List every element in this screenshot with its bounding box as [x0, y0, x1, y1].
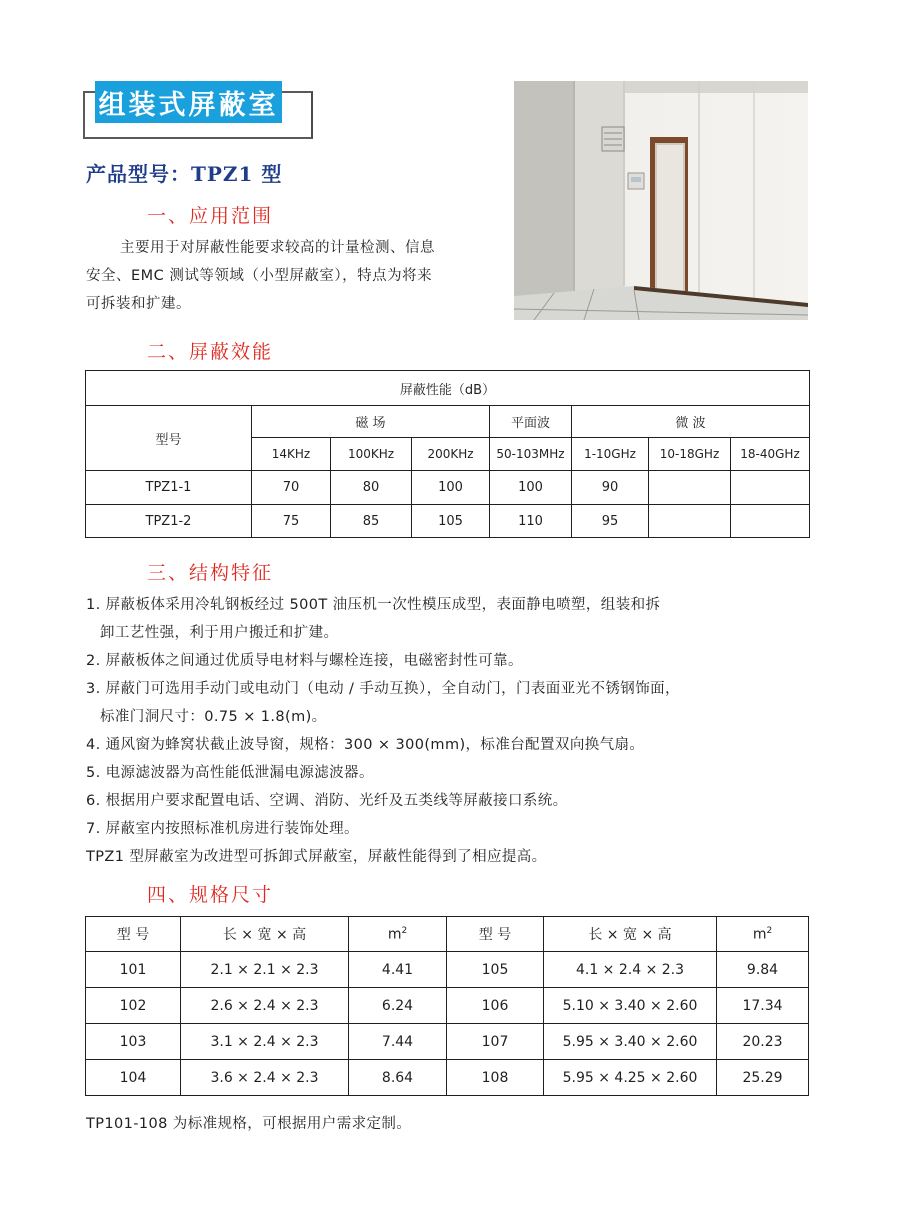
- model-cell: TPZ1-2: [86, 505, 252, 538]
- value-cell: [649, 505, 731, 538]
- feature-line: 2. 屏蔽板体之间通过优质导电材料与螺栓连接，电磁密封性可靠。: [86, 653, 523, 669]
- freq-header: 14KHz: [252, 438, 331, 471]
- feature-line: 5. 电源滤波器为高性能低泄漏电源滤波器。: [86, 765, 374, 781]
- microwave-header: 微 波: [572, 406, 810, 438]
- table-row: [86, 471, 810, 505]
- application-line: 安全、EMC 测试等领域（小型屏蔽室），特点为将来: [86, 268, 433, 284]
- area-unit-exponent: 2: [766, 925, 773, 936]
- magnetic-field-header: 磁 场: [252, 406, 490, 438]
- value-cell: 80: [331, 471, 412, 505]
- header-dimensions: 长 × 宽 × 高: [544, 917, 717, 952]
- specifications-table: [85, 916, 809, 1096]
- table-caption: 屏蔽性能（dB）: [86, 371, 810, 406]
- value-cell: [731, 505, 810, 538]
- spec-cell: 4.41: [349, 952, 447, 988]
- value-cell: 70: [252, 471, 331, 505]
- spec-cell: 3.6 × 2.4 × 2.3: [181, 1060, 349, 1096]
- spec-cell: 5.95 × 4.25 × 2.60: [544, 1060, 717, 1096]
- value-cell: 85: [331, 505, 412, 538]
- value-cell: 95: [572, 505, 649, 538]
- table-row: [86, 988, 809, 1024]
- application-line: 主要用于对屏蔽性能要求较高的计量检测、信息: [120, 240, 435, 256]
- freq-header: 1-10GHz: [572, 438, 649, 471]
- header-area: [717, 917, 809, 952]
- shielded-room-illustration: [514, 81, 808, 320]
- value-cell: [649, 471, 731, 505]
- section-heading-shielding: 二、屏蔽效能: [147, 341, 274, 363]
- spec-cell: 105: [447, 952, 544, 988]
- value-cell: 105: [412, 505, 490, 538]
- feature-line: 7. 屏蔽室内按照标准机房进行装饰处理。: [86, 821, 359, 837]
- spec-cell: 9.84: [717, 952, 809, 988]
- spec-cell: 4.1 × 2.4 × 2.3: [544, 952, 717, 988]
- feature-line: 4. 通风窗为蜂窝状截止波导窗，规格：300 × 300(mm)，标准台配置双向换气扇。: [86, 737, 645, 753]
- freq-header: 10-18GHz: [649, 438, 731, 471]
- spec-cell: 17.34: [717, 988, 809, 1024]
- value-cell: 100: [490, 471, 572, 505]
- spec-cell: 7.44: [349, 1024, 447, 1060]
- page-title: 组装式屏蔽室: [95, 81, 282, 123]
- section-heading-specifications: 四、规格尺寸: [147, 884, 274, 906]
- section-heading-application: 一、应用范围: [147, 205, 274, 227]
- value-cell: 110: [490, 505, 572, 538]
- shielding-performance-table: [85, 370, 810, 538]
- table-row: [86, 952, 809, 988]
- header-dimensions: 长 × 宽 × 高: [181, 917, 349, 952]
- freq-header: 18-40GHz: [731, 438, 810, 471]
- freq-header: 100KHz: [331, 438, 412, 471]
- spec-cell: 2.1 × 2.1 × 2.3: [181, 952, 349, 988]
- feature-line: 3. 屏蔽门可选用手动门或电动门（电动 / 手动互换），全自动门，门表面亚光不锈钢饰面，: [86, 681, 680, 697]
- model-header: 型号: [86, 406, 252, 471]
- spec-cell: 5.95 × 3.40 × 2.60: [544, 1024, 717, 1060]
- feature-line: TPZ1 型屏蔽室为改进型可拆卸式屏蔽室，屏蔽性能得到了相应提高。: [86, 849, 547, 865]
- feature-line: 标准门洞尺寸：0.75 × 1.8(m)。: [100, 709, 327, 725]
- application-line: 可拆装和扩建。: [86, 296, 191, 312]
- table-row: [86, 1060, 809, 1096]
- spec-cell: 106: [447, 988, 544, 1024]
- section-heading-structure: 三、结构特征: [147, 562, 274, 584]
- spec-cell: 5.10 × 3.40 × 2.60: [544, 988, 717, 1024]
- area-unit: m: [387, 926, 402, 943]
- value-cell: 75: [252, 505, 331, 538]
- area-unit: m: [752, 926, 767, 943]
- header-model: 型 号: [447, 917, 544, 952]
- feature-line: 1. 屏蔽板体采用冷轧钢板经过 500T 油压机一次性模压成型，表面静电喷塑，组装和拆: [86, 597, 661, 613]
- model-title: 产品型号：TPZ1 型: [86, 162, 283, 186]
- spec-cell: 20.23: [717, 1024, 809, 1060]
- spec-cell: 102: [86, 988, 181, 1024]
- header-model: 型 号: [86, 917, 181, 952]
- spec-cell: 8.64: [349, 1060, 447, 1096]
- value-cell: 90: [572, 471, 649, 505]
- application-text: [86, 234, 506, 318]
- specifications-note: TP101-108 为标准规格，可根据用户需求定制。: [86, 1116, 412, 1132]
- value-cell: [731, 471, 810, 505]
- shielded-room-photo: [514, 81, 808, 320]
- spec-cell: 6.24: [349, 988, 447, 1024]
- area-unit-exponent: 2: [401, 925, 408, 936]
- spec-cell: 25.29: [717, 1060, 809, 1096]
- header-area: [349, 917, 447, 952]
- table-row: [86, 505, 810, 538]
- spec-cell: 101: [86, 952, 181, 988]
- spec-cell: 108: [447, 1060, 544, 1096]
- feature-line: 卸工艺性强，利于用户搬迁和扩建。: [100, 625, 339, 641]
- spec-cell: 104: [86, 1060, 181, 1096]
- table-row: [86, 1024, 809, 1060]
- structure-features-list: [86, 591, 806, 871]
- spec-cell: 2.6 × 2.4 × 2.3: [181, 988, 349, 1024]
- value-cell: 100: [412, 471, 490, 505]
- spec-cell: 107: [447, 1024, 544, 1060]
- spec-cell: 103: [86, 1024, 181, 1060]
- model-cell: TPZ1-1: [86, 471, 252, 505]
- spec-cell: 3.1 × 2.4 × 2.3: [181, 1024, 349, 1060]
- freq-header: 50-103MHz: [490, 438, 572, 471]
- plane-wave-header: 平面波: [490, 406, 572, 438]
- feature-line: 6. 根据用户要求配置电话、空调、消防、光纤及五类线等屏蔽接口系统。: [86, 793, 568, 809]
- freq-header: 200KHz: [412, 438, 490, 471]
